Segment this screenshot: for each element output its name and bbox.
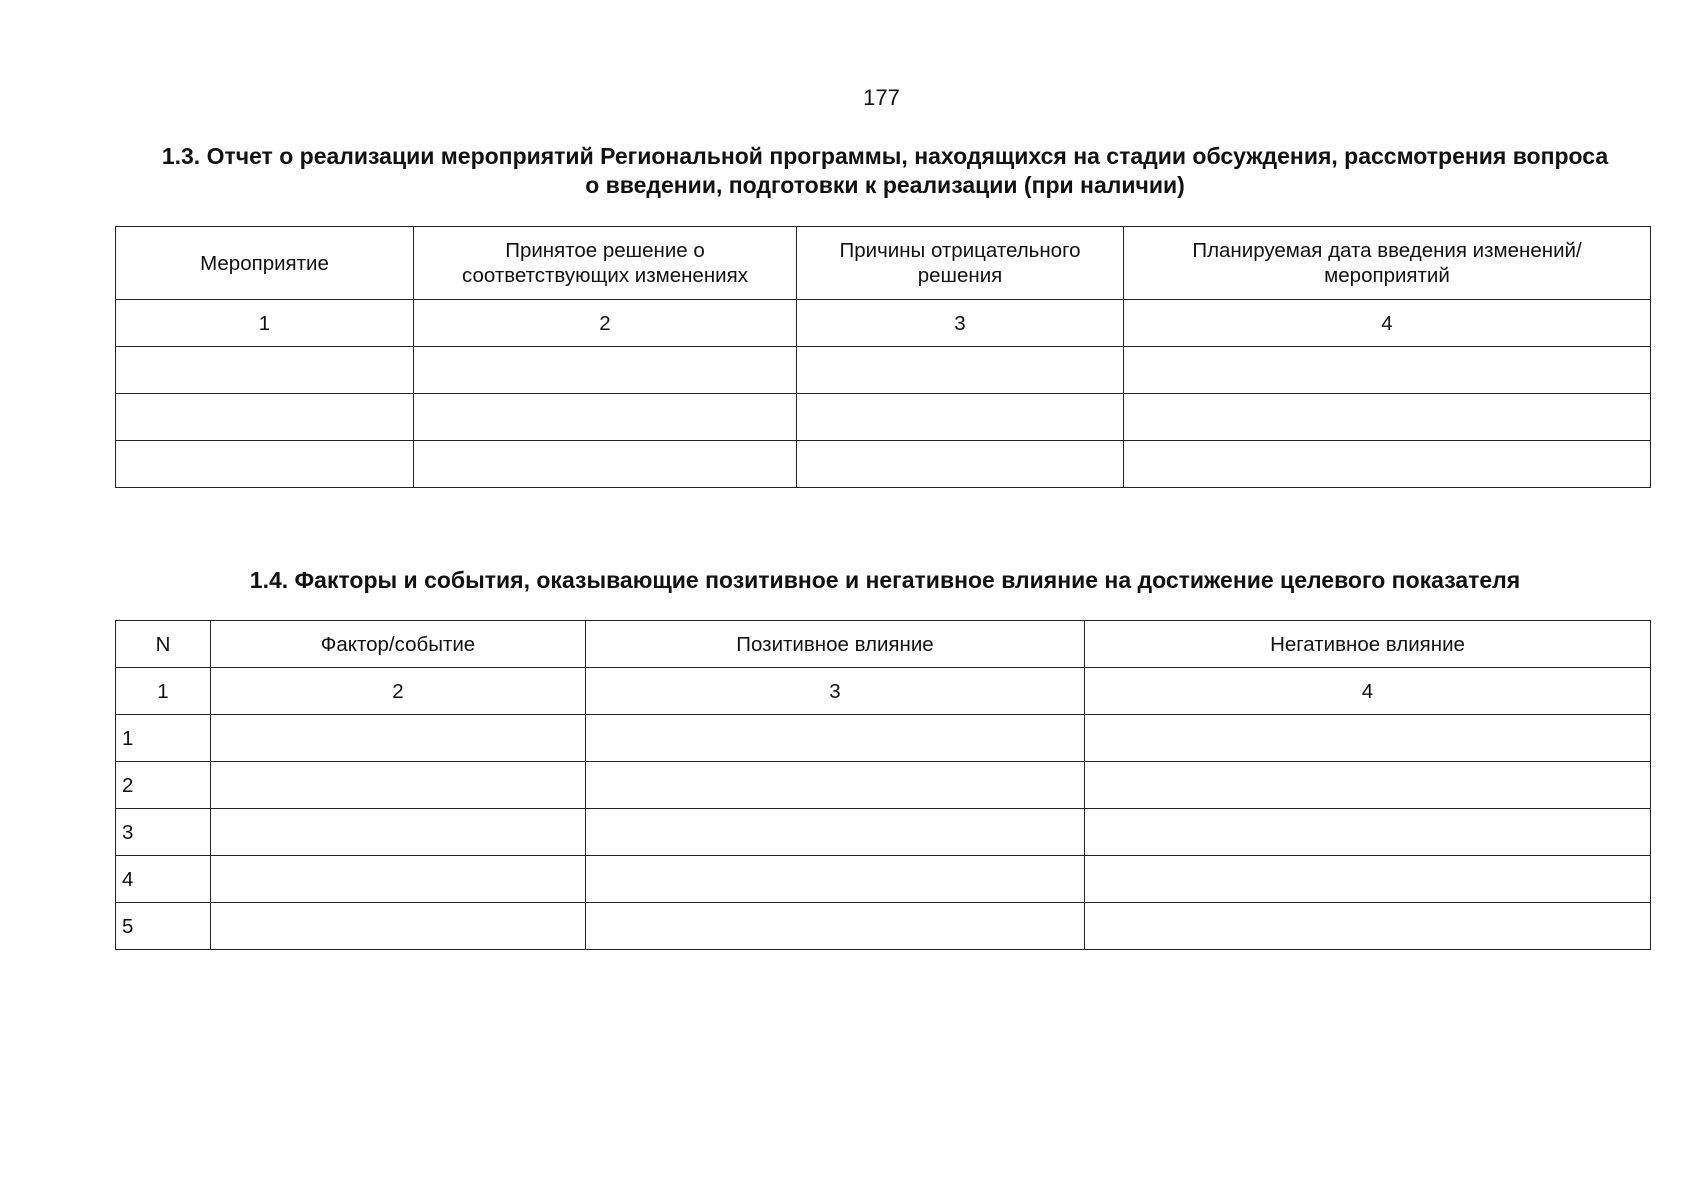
- table-cell: [116, 347, 414, 394]
- table-cell: [116, 394, 414, 441]
- table-row: [116, 715, 1651, 762]
- table-cell: [1124, 441, 1651, 488]
- table-cell: [1085, 856, 1651, 903]
- table-row: [116, 347, 1651, 394]
- table-cell: [586, 715, 1085, 762]
- column-number-row: [116, 668, 1651, 715]
- table-header-row: [116, 621, 1651, 668]
- column-number-cell: 1: [116, 300, 414, 347]
- table-cell: [586, 903, 1085, 950]
- column-number-cell: 3: [797, 300, 1124, 347]
- header-cell: Негативное влияние: [1085, 621, 1651, 668]
- table-cell: [211, 903, 586, 950]
- table-cell: [586, 856, 1085, 903]
- measures-report-table: [115, 226, 1651, 488]
- table-row: [116, 856, 1651, 903]
- table-cell: [1124, 347, 1651, 394]
- table-cell: [1085, 762, 1651, 809]
- table-cell: [414, 441, 797, 488]
- column-number-row: [116, 300, 1651, 347]
- table-cell: [414, 394, 797, 441]
- header-cell: Причины отрицательного решения: [797, 227, 1124, 300]
- table-row: [116, 809, 1651, 856]
- table-cell: [1085, 903, 1651, 950]
- table-row: [116, 903, 1651, 950]
- table-cell: [414, 347, 797, 394]
- header-cell: Принятое решение о соответствующих изменениях: [414, 227, 797, 300]
- table-cell: [586, 762, 1085, 809]
- row-number-cell: 1: [116, 715, 211, 762]
- table-cell: [586, 809, 1085, 856]
- table-header-row: [116, 227, 1651, 300]
- table-cell: [211, 809, 586, 856]
- section-title-1-3-line1: 1.3. Отчет о реализации мероприятий Региональной программы, находящихся на стадии обсуждения, рассмотрения вопроса: [161, 143, 1609, 169]
- column-number-cell: 2: [211, 668, 586, 715]
- column-number-cell: 3: [586, 668, 1085, 715]
- header-cell: Мероприятие: [116, 227, 414, 300]
- table-cell: [211, 715, 586, 762]
- table-cell: [211, 856, 586, 903]
- section-title-1-4: 1.4. Факторы и события, оказывающие позитивное и негативное влияние на достижение целевого показателя: [249, 567, 1521, 593]
- table-cell: [1085, 715, 1651, 762]
- header-cell: Планируемая дата введения изменений/мероприятий: [1124, 227, 1651, 300]
- row-number-cell: 3: [116, 809, 211, 856]
- row-number-cell: 5: [116, 903, 211, 950]
- section-title-1-3: [115, 142, 1655, 200]
- table-cell: [211, 762, 586, 809]
- table-cell: [116, 441, 414, 488]
- column-number-cell: 4: [1124, 300, 1651, 347]
- table-row: [116, 441, 1651, 488]
- page-number: 177: [863, 85, 900, 110]
- row-number-cell: 4: [116, 856, 211, 903]
- section-title-1-3-line2: о введении, подготовки к реализации (при наличии): [585, 172, 1185, 198]
- header-cell: Позитивное влияние: [586, 621, 1085, 668]
- table-row: [116, 394, 1651, 441]
- header-cell: N: [116, 621, 211, 668]
- table-cell: [797, 394, 1124, 441]
- column-number-cell: 4: [1085, 668, 1651, 715]
- table-cell: [797, 441, 1124, 488]
- header-cell: Фактор/событие: [211, 621, 586, 668]
- table-cell: [797, 347, 1124, 394]
- factors-events-table: [115, 620, 1651, 950]
- table-cell: [1085, 809, 1651, 856]
- table-cell: [1124, 394, 1651, 441]
- column-number-cell: 1: [116, 668, 211, 715]
- row-number-cell: 2: [116, 762, 211, 809]
- table-row: [116, 762, 1651, 809]
- column-number-cell: 2: [414, 300, 797, 347]
